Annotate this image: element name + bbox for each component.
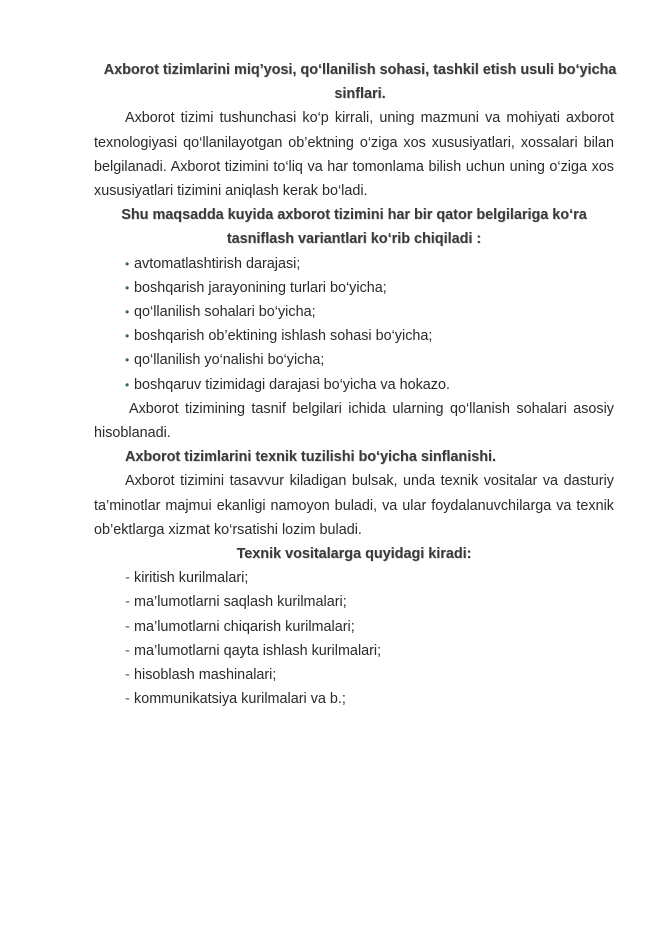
bullet-icon: • <box>125 280 130 295</box>
list-item-text: kommunikatsiya kurilmalari va b.; <box>134 691 346 708</box>
bullet-icon: • <box>125 353 130 368</box>
list-item <box>94 566 614 590</box>
list-item-text: ma’lumotlarni chiqarish kurilmalari; <box>134 618 355 635</box>
list-item-text: kiritish kurilmalari; <box>134 570 249 587</box>
subheading-technical-means: Texnik vositalarga quyidagi kiradi: <box>236 546 472 563</box>
list-item <box>94 615 614 639</box>
intro-paragraph: Axborot tizimi tushunchasi ko‘p kirrali, uning mazmuni va mohiyati axborot texnologiyasi qo‘llanilayotgan ob’ektning o‘ziga xos xususiyatlari, xossalari bilan belgilanadi. Axborot tizimini to‘liq va har tomonlama bilish uchun uning o‘ziga xos xususiyatlari tizimini aniqlash kerak bo‘ladi. <box>94 110 614 200</box>
classification-list <box>94 252 614 397</box>
dash-icon: - <box>125 642 130 659</box>
paragraph-classification-note: Axborot tizimining tasnif belgilari ichida ularning qo‘llanish sohalari asosiy hisoblanadi. <box>94 400 614 442</box>
subheading-classification: Shu maqsadda kuyida axborot tizimini har bir qator belgilariga ko‘ra tasniflash variantlari ko‘rib chiqiladi : <box>121 207 587 248</box>
list-item <box>94 300 614 324</box>
list-item <box>94 687 614 711</box>
bullet-icon: • <box>125 329 130 344</box>
list-item <box>94 348 614 372</box>
list-item <box>94 252 614 276</box>
list-item-text: ma’lumotlarni qayta ishlash kurilmalari; <box>134 642 382 659</box>
bullet-icon: • <box>125 305 130 320</box>
dash-icon: - <box>125 667 130 684</box>
dash-icon: - <box>125 618 130 635</box>
list-item <box>94 373 614 397</box>
list-item-text: avtomatlashtirish darajasi; <box>134 255 301 272</box>
bullet-icon: • <box>125 377 130 392</box>
list-item <box>94 276 614 300</box>
list-item <box>94 324 614 348</box>
list-item-text: boshqaruv tizimidagi darajasi bo‘yicha va hokazo. <box>134 376 450 393</box>
document-page <box>94 58 617 711</box>
paragraph-technical-description: Axborot tizimini tasavvur kiladigan bulsak, unda texnik vositalar va dasturiy ta’minotlar majmui ekanligi namoyon buladi, va ular foydalanuvchilarga va texnik ob’ektlarga xizmat ko‘rsatishi lozim buladi. <box>94 473 614 538</box>
dash-icon: - <box>125 691 130 708</box>
list-item <box>94 639 614 663</box>
list-item-text: qo‘llanilish sohalari bo‘yicha; <box>134 304 316 321</box>
dash-icon: - <box>125 594 130 611</box>
list-item-text: ma’lumotlarni saqlash kurilmalari; <box>134 594 347 611</box>
list-item-text: hisoblash mashinalari; <box>134 667 277 684</box>
subheading-technical-structure: Axborot tizimlarini texnik tuzilishi bo‘yicha sinflanishi. <box>125 449 497 466</box>
list-item <box>94 590 614 614</box>
list-item-text: boshqarish ob’ektining ishlash sohasi bo‘yicha; <box>134 328 433 345</box>
list-item-text: boshqarish jarayonining turlari bo‘yicha; <box>134 279 387 296</box>
technical-means-list <box>94 566 614 711</box>
list-item <box>94 663 614 687</box>
dash-icon: - <box>125 570 130 587</box>
bullet-icon: • <box>125 256 130 271</box>
list-item-text: qo‘llanilish yo‘nalishi bo‘yicha; <box>134 352 325 369</box>
document-title: Axborot tizimlarini miq’yosi, qo‘llanilish sohasi, tashkil etish usuli bo‘yicha sinflari. <box>103 62 617 103</box>
